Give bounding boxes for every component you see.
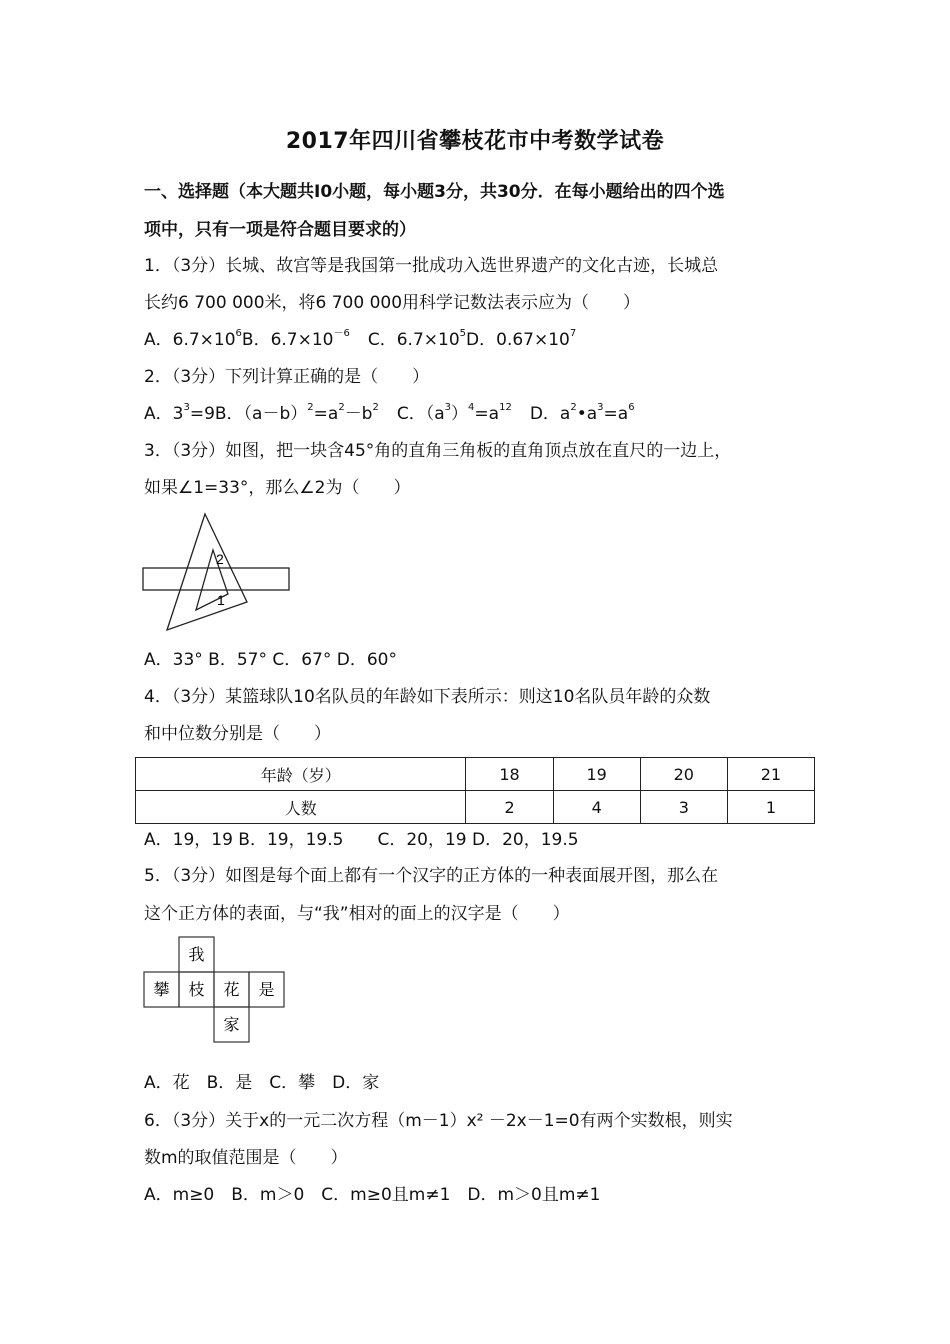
table-cell: 20 <box>640 758 727 791</box>
q2-option-a: A．$3^3=9$ <box>144 402 215 424</box>
net-face-1: 攀 <box>153 980 170 999</box>
q2-option-d: D．$a^2•a^3=a^6$ <box>529 402 635 424</box>
q5-line2: 这个正方体的表面，与“我”相对的面上的汉字是（ ） <box>144 904 570 924</box>
net-face-3: 花 <box>223 980 240 999</box>
q6-line1: 6．（3分）关于x的一元二次方程（m－1）x² －2x－1=0有两个实数根，则实 <box>144 1111 733 1131</box>
q4-line2: 和中位数分别是（ ） <box>144 724 331 744</box>
table-cell: 年龄（岁） <box>136 758 466 791</box>
table-cell: 19 <box>553 758 640 791</box>
angle-2-label: 2 <box>216 551 224 567</box>
table-cell: 4 <box>553 791 640 824</box>
section-heading-line1: 一、选择题（本大题共I0小题，每小题3分，共30分．在每小题给出的四个选 <box>144 182 725 202</box>
net-face-4: 是 <box>258 980 275 999</box>
net-face-bottom: 家 <box>223 1015 240 1034</box>
q6-line2: 数m的取值范围是（ ） <box>144 1148 348 1168</box>
angle-1-label: 1 <box>217 592 225 608</box>
q3-line1: 3．（3分）如图，把一块含45°角的直角三角板的直角顶点放在直尺的一边上， <box>144 441 732 461</box>
q4-line1: 4．（3分）某篮球队10名队员的年龄如下表所示：则这10名队员年龄的众数 <box>144 687 711 707</box>
net-face-2: 枝 <box>188 980 205 999</box>
q1-line2: 长约6 700 000米，将6 700 000用科学记数法表示应为（ ） <box>144 293 641 313</box>
q2-option-c: C．$(a^3)^4=a^{12}$ <box>396 402 512 424</box>
ruler-shape <box>143 568 289 590</box>
triangle-ruler-figure <box>140 510 300 635</box>
q1-option-d: D．$0.67\times 10^7$ <box>466 328 577 350</box>
q1-options <box>144 328 824 352</box>
table-row <box>136 758 815 791</box>
q2-options <box>144 402 824 426</box>
section-heading-line2: 项中，只有一项是符合题目要求的） <box>144 220 416 240</box>
net-face-top: 我 <box>188 945 205 964</box>
q5-line1: 5．（3分）如图是每个面上都有一个汉字的正方体的一种表面展开图，那么在 <box>144 866 719 886</box>
q1-option-a: A．$6.7\times 10^6$ <box>144 328 242 350</box>
table-cell: 2 <box>466 791 553 824</box>
table-cell: 21 <box>727 758 814 791</box>
table-cell: 18 <box>466 758 553 791</box>
table-cell: 3 <box>640 791 727 824</box>
q2-option-b: B．$(a-b)^2=a^2-b^2$ <box>214 402 379 424</box>
cube-net-figure <box>143 936 293 1046</box>
q6-options: A．m≥0 B．m＞0 C．m≥0且m≠1 D．m＞0且m≠1 <box>144 1185 601 1205</box>
q1-option-b: B．$6.7\times 10^{-6}$ <box>241 328 350 350</box>
table-cell: 人数 <box>136 791 466 824</box>
q4-options: A．19，19 B．19，19.5 C．20，19 D．20，19.5 <box>144 830 579 850</box>
q3-options: A．33° B．57° C．67° D．60° <box>144 650 397 670</box>
q2-line1: 2．（3分）下列计算正确的是（ ） <box>144 367 430 387</box>
q1-line1: 1．（3分）长城、故宫等是我国第一批成功入选世界遗产的文化古迹，长城总 <box>144 256 719 276</box>
q3-line2: 如果∠1=33°，那么∠2为（ ） <box>144 478 411 498</box>
q5-options: A．花 B．是 C．攀 D．家 <box>144 1073 380 1093</box>
q1-option-c: C．$6.7\times 10^5$ <box>367 328 467 350</box>
table-row <box>136 791 815 824</box>
table-cell: 1 <box>727 791 814 824</box>
page-title: 2017年四川省攀枝花市中考数学试卷 <box>285 129 665 154</box>
age-table <box>135 757 815 824</box>
